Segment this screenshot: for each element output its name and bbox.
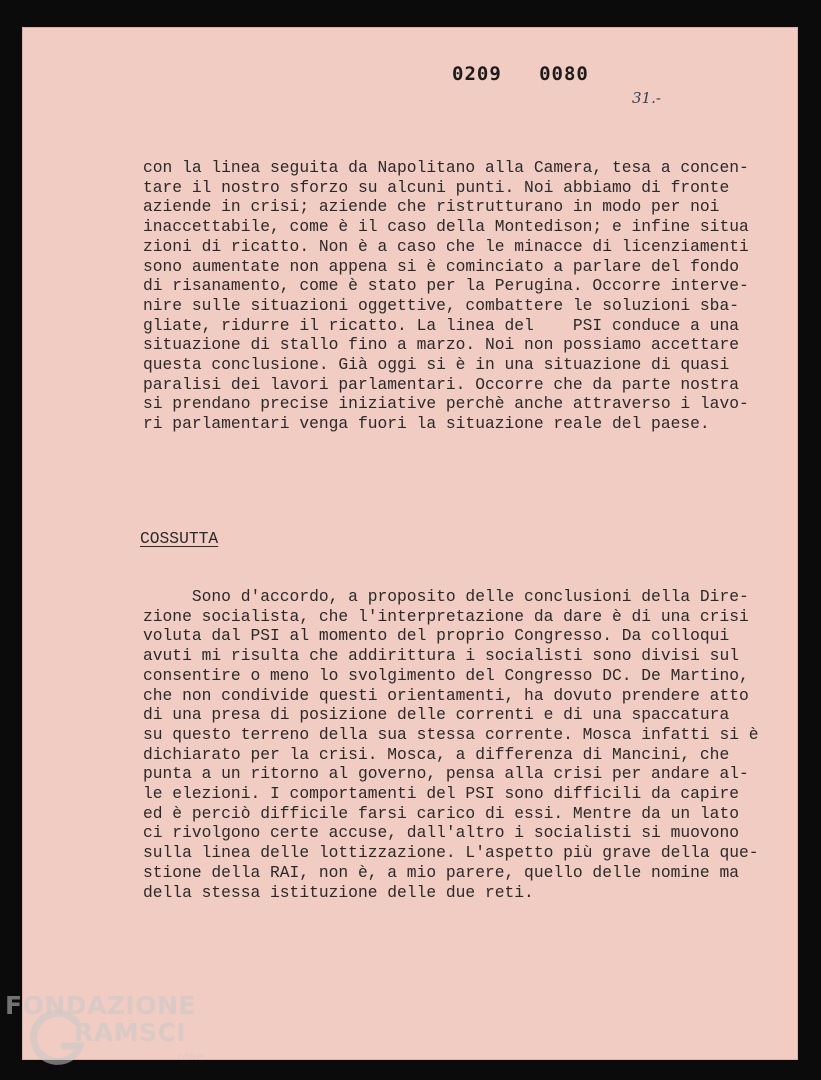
document-number: 0209 0080	[452, 63, 589, 85]
document-page	[22, 27, 798, 1060]
text-line: su questo terreno della sua stessa corrente. Mosca infatti si è	[143, 724, 759, 744]
text-line: avuti mi risulta che addirittura i socialisti sono divisi sul	[143, 646, 739, 666]
text-line: zione socialista, che l'interpretazione da dare è di una crisi	[143, 606, 749, 626]
paragraph-2	[143, 587, 759, 902]
text-line: voluta dal PSI al momento del proprio Congresso. Da colloqui	[143, 626, 730, 646]
text-line: inaccettabile, come è il caso della Montedison; e infine situa	[143, 217, 749, 237]
text-line: gliate, ridurre il ricatto. La linea del PSI conduce a una	[143, 315, 739, 335]
text-line: che non condivide questi orientamenti, ha dovuto prendere atto	[143, 685, 749, 705]
text-line: ri parlamentari venga fuori la situazione reale del paese.	[143, 414, 710, 434]
text-line: questa conclusione. Già oggi si è in una situazione di quasi	[143, 355, 730, 375]
fondazione-gramsci-watermark	[2, 986, 212, 1076]
text-line: nire sulle situazioni oggettive, combattere le soluzioni sba-	[143, 295, 739, 315]
text-line: di risanamento, come è stato per la Perugina. Occorre interve-	[143, 276, 749, 296]
handwritten-page-number: 31.-	[632, 89, 661, 107]
text-line: sulla linea delle lottizzazione. L'aspetto più grave della que-	[143, 843, 759, 863]
text-line: di una presa di posizione delle correnti e di una spaccatura	[143, 705, 730, 725]
text-line: ed è perciò difficile farsi carico di essi. Mentre da un lato	[143, 803, 739, 823]
watermark-subtitle: onlus	[178, 1052, 205, 1063]
text-line: tare il nostro sforzo su alcuni punti. Noi abbiamo di fronte	[143, 177, 730, 197]
text-line: aziende in crisi; aziende che ristrutturano in modo per noi	[143, 197, 720, 217]
text-line: le elezioni. I comportamenti del PSI sono difficili da capire	[143, 784, 739, 804]
text-line: situazione di stallo fino a marzo. Noi non possiamo accettare	[143, 335, 739, 355]
text-line: della stessa istituzione delle due reti.	[143, 882, 534, 902]
text-line: paralisi dei lavori parlamentari. Occorre che da parte nostra	[143, 374, 739, 394]
text-line: sono aumentate non appena si è cominciato a parlare del fondo	[143, 256, 739, 276]
text-line: stione della RAI, non è, a mio parere, quello delle nomine ma	[143, 862, 739, 882]
text-line: consentire o meno lo svolgimento del Congresso DC. De Martino,	[143, 665, 749, 685]
text-line: punta a un ritorno al governo, pensa alla crisi per andare al-	[143, 764, 749, 784]
text-line: zioni di ricatto. Non è a caso che le minacce di licenziamenti	[143, 236, 749, 256]
text-line: ci rivolgono certe accuse, dall'altro i socialisti si muovono	[143, 823, 739, 843]
text-line: dichiarato per la crisi. Mosca, a differenza di Mancini, che	[143, 744, 730, 764]
watermark-line-2: RAMSCI	[74, 1018, 187, 1047]
watermark-line-1: FONDAZIONE	[5, 991, 197, 1020]
speaker-heading: COSSUTTA	[140, 529, 219, 548]
text-line: Sono d'accordo, a proposito delle conclusioni della Dire-	[143, 587, 749, 606]
paragraph-1	[143, 158, 749, 434]
text-line: con la linea seguita da Napolitano alla Camera, tesa a concen-	[143, 158, 749, 177]
text-line: si prendano precise iniziative perchè anche attraverso i lavo-	[143, 394, 749, 414]
